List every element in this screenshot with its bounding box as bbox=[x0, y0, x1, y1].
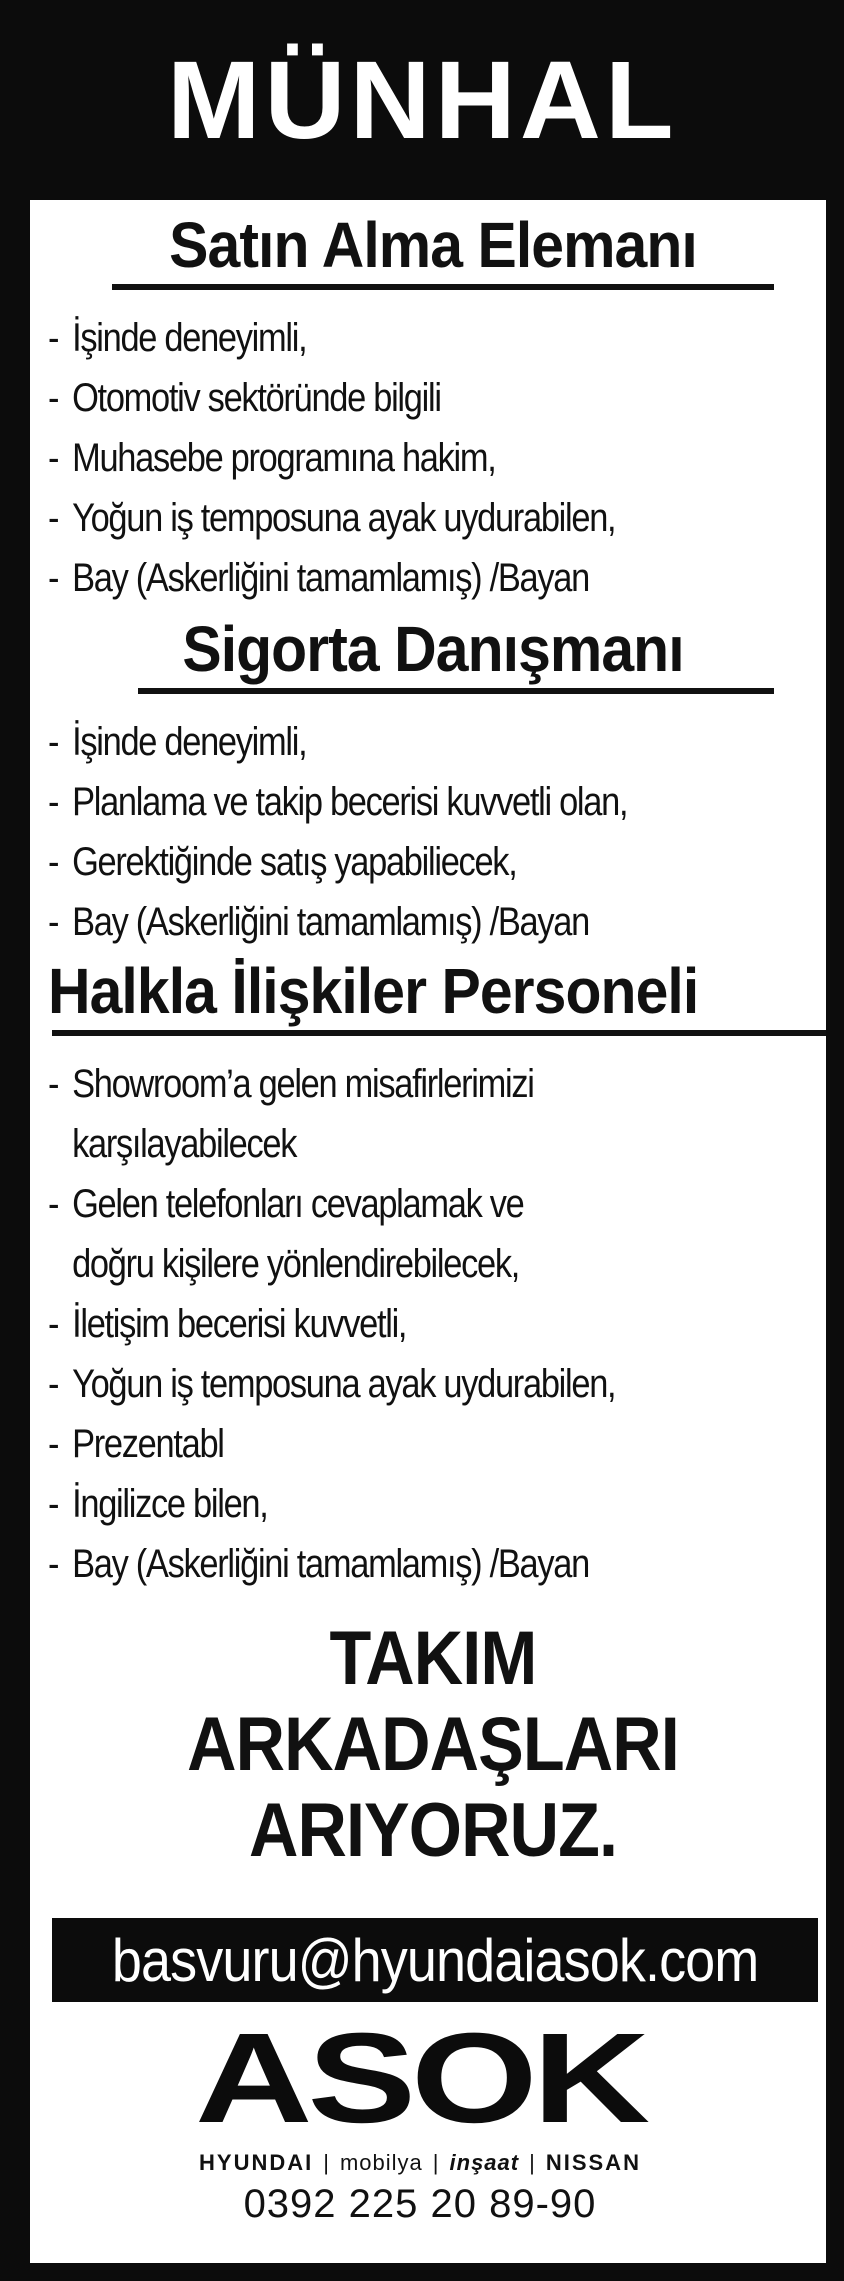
logo-text: ASOK bbox=[195, 2022, 650, 2132]
list-item: doğru kişilere yönlendirebilecek, bbox=[72, 1242, 520, 1286]
requirements-list-public-relations bbox=[48, 1054, 818, 1594]
list-item: karşılayabilecek bbox=[72, 1122, 297, 1166]
brand-row bbox=[180, 2148, 660, 2178]
list-item: - İletişim becerisi kuvvetli, bbox=[48, 1302, 407, 1346]
section-divider bbox=[112, 284, 774, 290]
list-item: - Yoğun iş temposuna ayak uydurabilen, bbox=[48, 1362, 616, 1406]
list-item: - Bay (Askerliğini tamamlamış) /Bayan bbox=[48, 900, 589, 944]
page-title: MÜNHAL bbox=[166, 38, 678, 162]
brand-nissan: NISSAN bbox=[545, 2150, 641, 2175]
section-divider bbox=[52, 1030, 826, 1036]
requirements-list-purchasing bbox=[48, 308, 818, 608]
section-title-purchasing: Satın Alma Elemanı bbox=[169, 209, 697, 281]
list-item: - Bay (Askerliğini tamamlamış) /Bayan bbox=[48, 556, 589, 600]
phone-number[interactable]: 0392 225 20 89-90 bbox=[243, 2182, 597, 2226]
list-item: - İşinde deneyimli, bbox=[48, 316, 307, 360]
list-item: - Muhasebe programına hakim, bbox=[48, 436, 496, 480]
application-email[interactable]: basvuru@hyundaiasok.com bbox=[111, 1926, 759, 1994]
job-listings bbox=[48, 210, 818, 1874]
team-headline-line2: ARIYORUZ. bbox=[248, 1788, 618, 1873]
list-item: - Bay (Askerliğini tamamlamış) /Bayan bbox=[48, 1542, 589, 1586]
list-item: - Yoğun iş temposuna ayak uydurabilen, bbox=[48, 496, 616, 540]
asok-logo bbox=[190, 2022, 650, 2132]
list-item: - Prezentabl bbox=[48, 1422, 224, 1466]
header-banner bbox=[0, 0, 844, 200]
brand-mobilya: mobilya bbox=[339, 2150, 423, 2175]
brand-hyundai: HYUNDAI bbox=[199, 2150, 314, 2175]
brand-separator: | bbox=[323, 2150, 330, 2175]
section-title-public-relations: Halkla İlişkiler Personeli bbox=[48, 955, 699, 1027]
section-title-insurance: Sigorta Danışmanı bbox=[182, 613, 684, 685]
list-item: - İşinde deneyimli, bbox=[48, 720, 307, 764]
list-item: - Otomotiv sektöründe bilgili bbox=[48, 376, 441, 420]
list-item: - Showroom’a gelen misafirlerimizi bbox=[48, 1062, 534, 1106]
section-divider bbox=[138, 688, 774, 694]
list-item: - İngilizce bilen, bbox=[48, 1482, 268, 1526]
team-headline-line1: TAKIM ARKADAŞLARI bbox=[187, 1616, 679, 1787]
list-item: - Gelen telefonları cevaplamak ve bbox=[48, 1182, 524, 1226]
list-item: - Planlama ve takip becerisi kuvvetli olan, bbox=[48, 780, 628, 824]
brand-insaat: inşaat bbox=[449, 2150, 520, 2175]
requirements-list-insurance bbox=[48, 712, 818, 952]
brand-separator: | bbox=[432, 2150, 440, 2175]
brand-separator: | bbox=[529, 2150, 536, 2175]
email-banner[interactable] bbox=[52, 1918, 818, 2002]
list-item: - Gerektiğinde satış yapabiliecek, bbox=[48, 840, 517, 884]
